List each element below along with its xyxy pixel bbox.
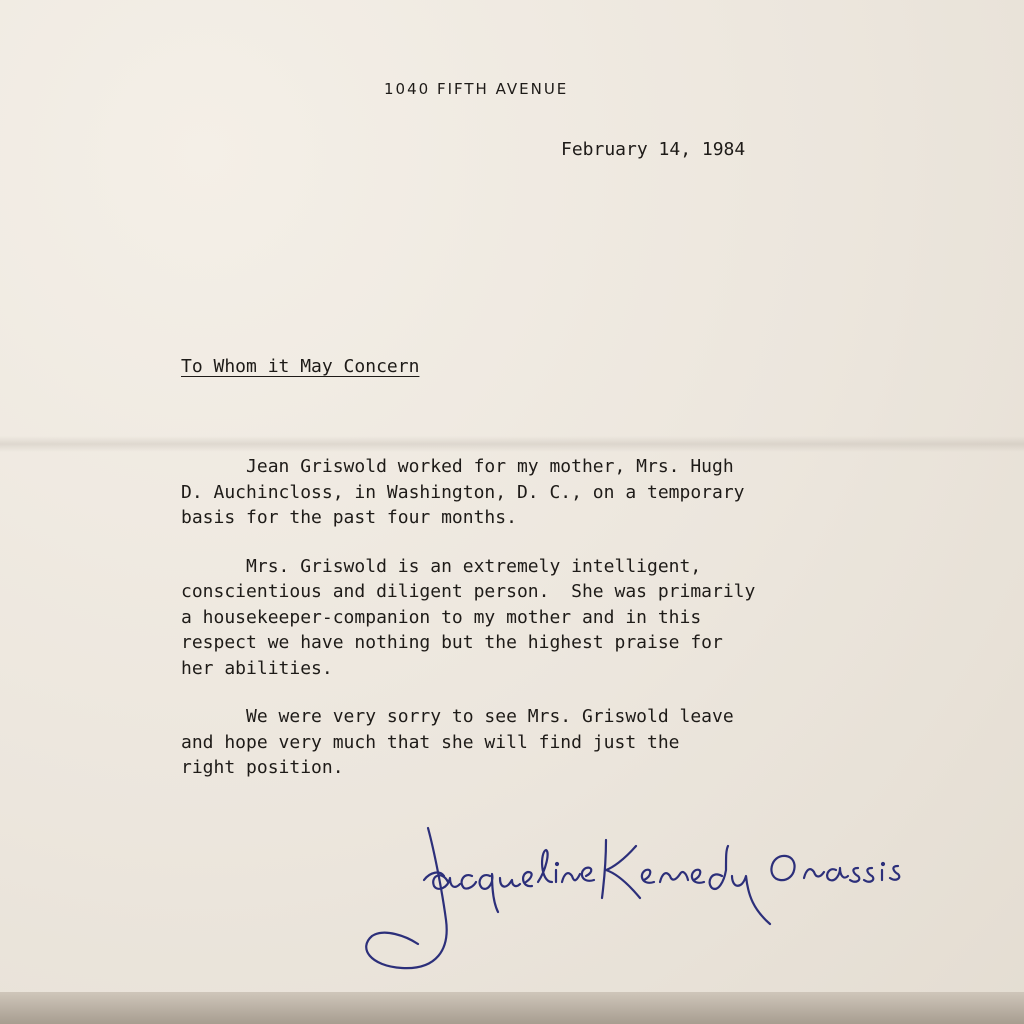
paragraph-3 xyxy=(181,704,881,781)
body-line: D. Auchincloss, in Washington, D. C., on a temporary xyxy=(181,481,745,503)
body-line: her abilities. xyxy=(181,657,333,679)
paragraph-2 xyxy=(181,554,881,682)
body-line: right position. xyxy=(181,757,344,778)
body-line: conscientious and diligent person. She was primarily xyxy=(181,581,756,602)
body-line: Jean Griswold worked for my mother, Mrs. Hugh xyxy=(181,456,734,477)
body-line: basis for the past four months. xyxy=(181,507,517,528)
handwritten-signature xyxy=(350,820,910,980)
body-line: Mrs. Griswold is an extremely intelligent, xyxy=(181,555,702,577)
body-line: and hope very much that she will find just the xyxy=(181,731,680,753)
body-line: a housekeeper-companion to my mother and in this xyxy=(181,606,702,628)
body-line: respect we have nothing but the highest praise for xyxy=(181,632,723,653)
paragraph-1 xyxy=(181,454,881,531)
letterhead-address: 1040 FIFTH AVENUE xyxy=(384,80,569,98)
paper-bottom-edge xyxy=(0,992,1024,1024)
letter-date: February 14, 1984 xyxy=(561,139,746,160)
body-line: We were very sorry to see Mrs. Griswold leave xyxy=(181,706,734,727)
salutation: To Whom it May Concern xyxy=(181,356,420,377)
letter-body xyxy=(181,454,881,804)
